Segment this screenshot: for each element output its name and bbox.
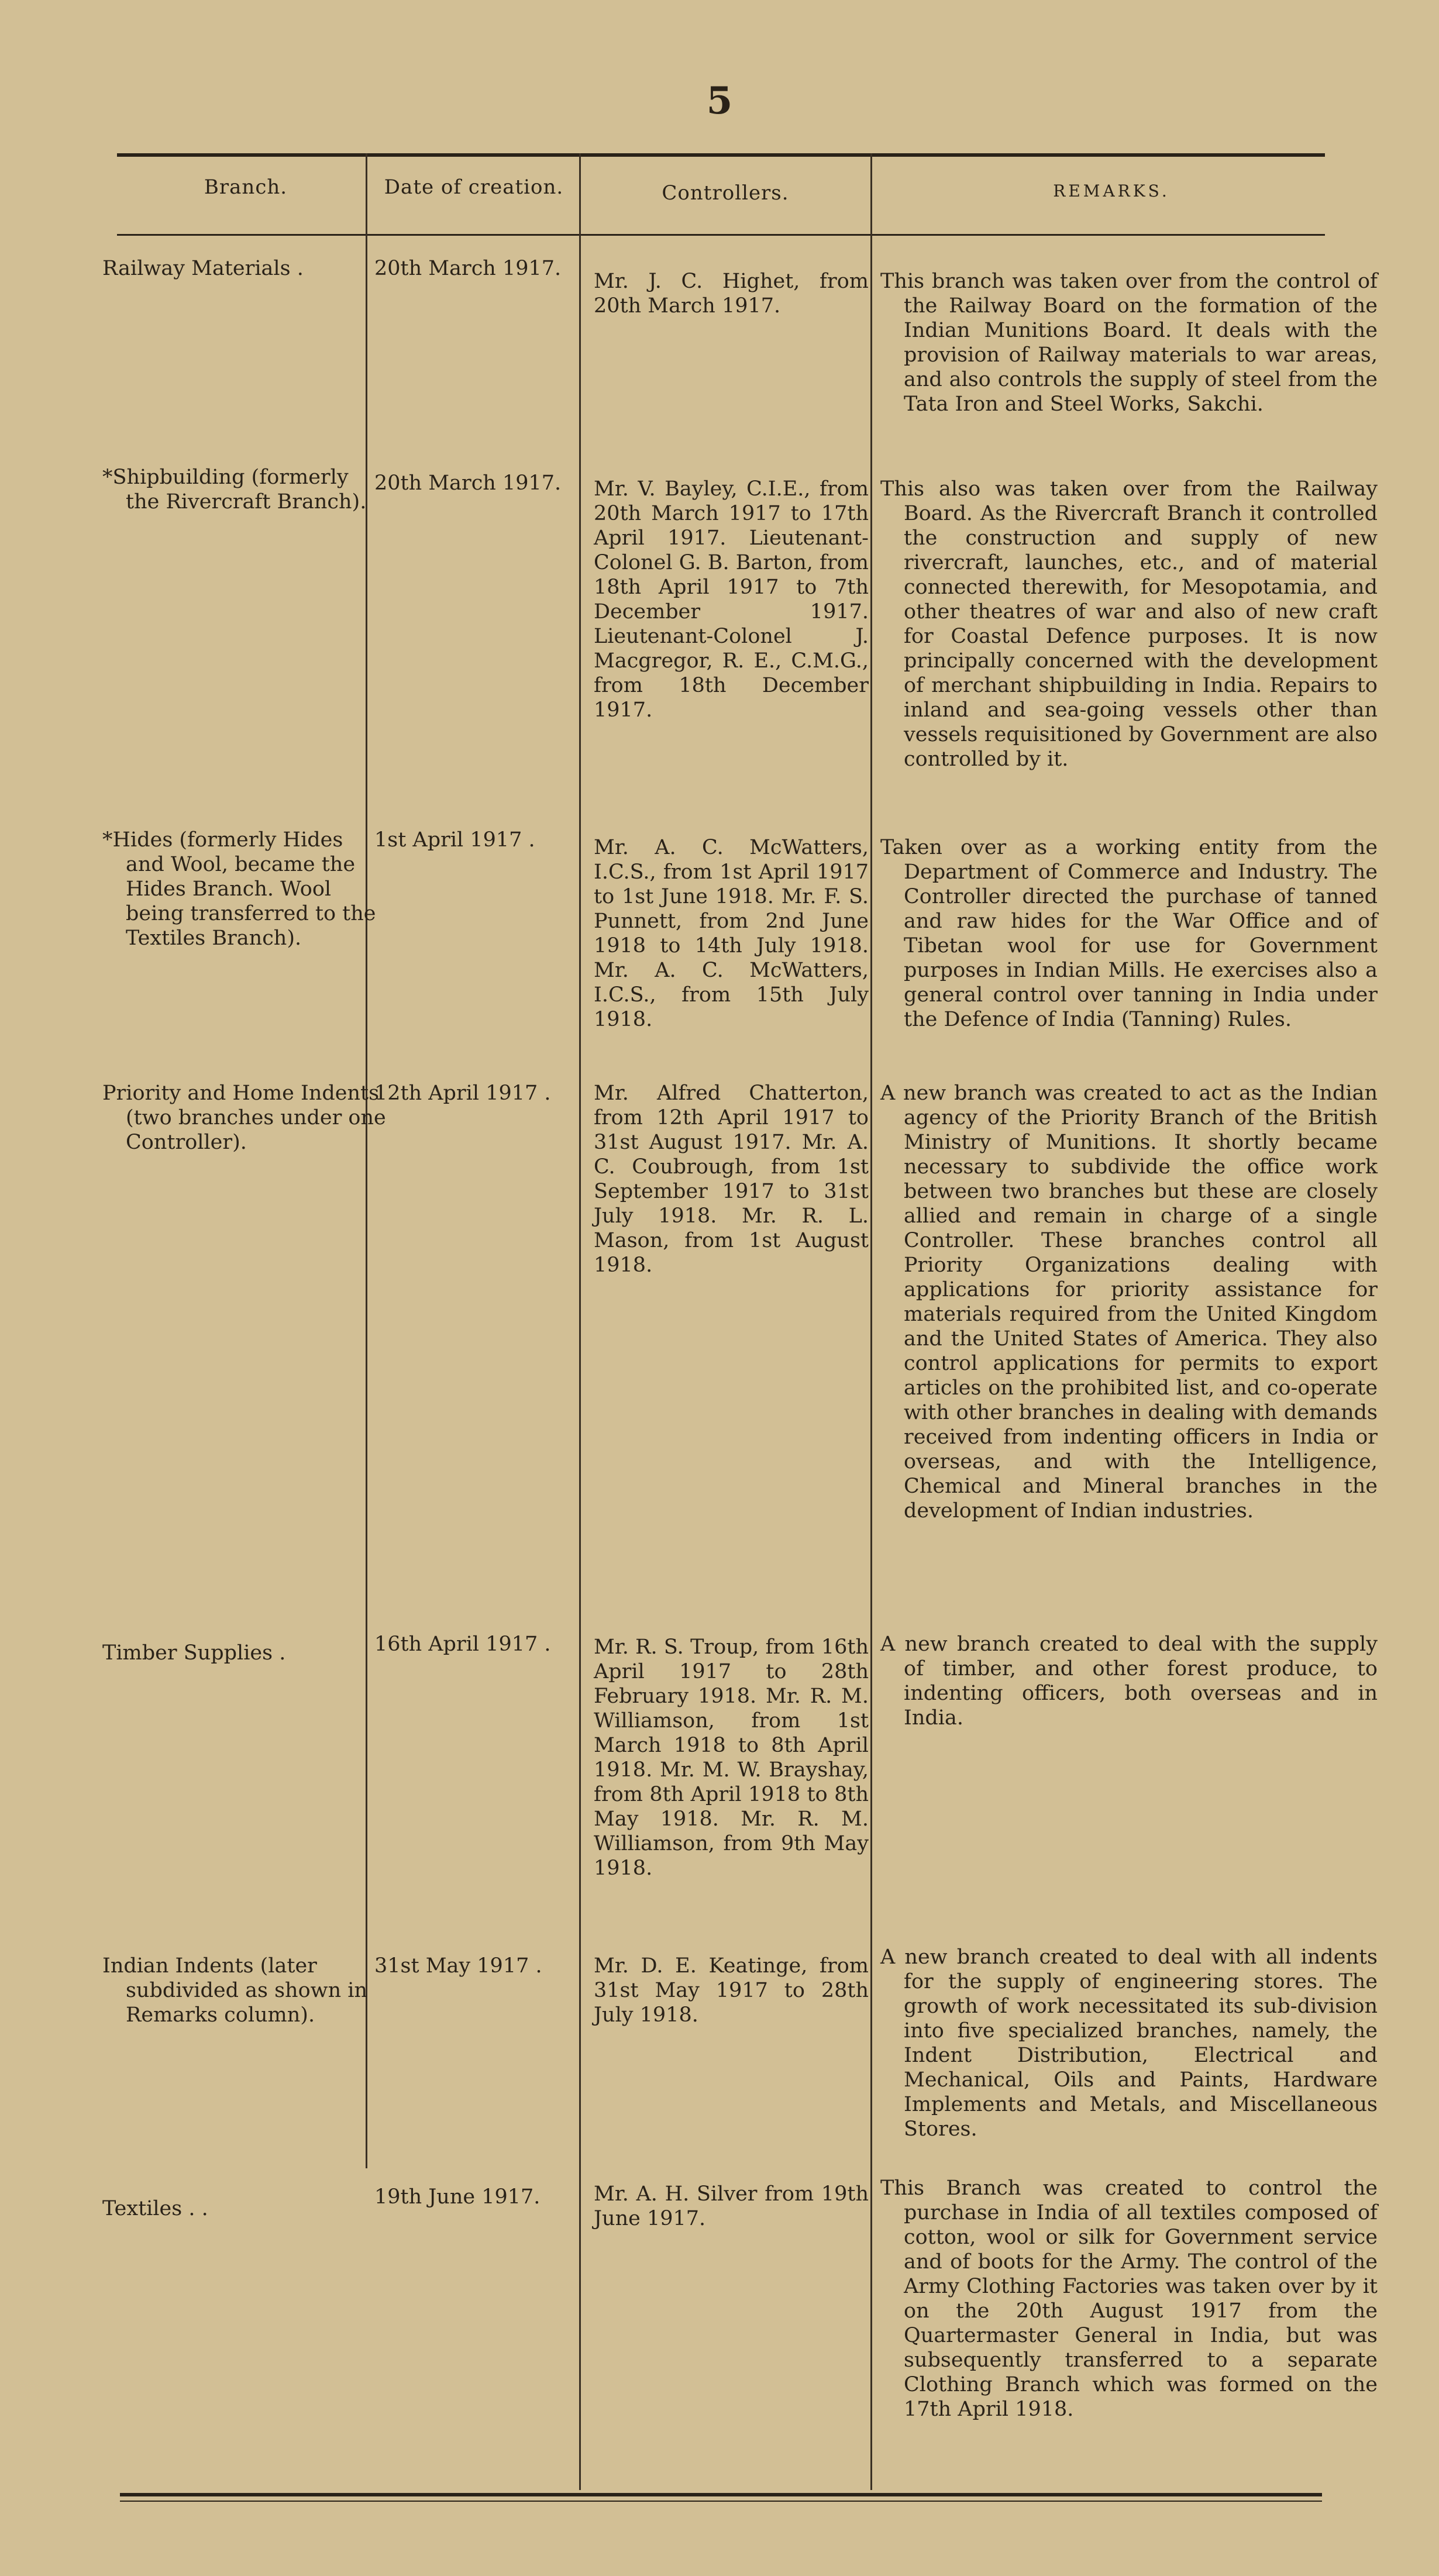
row-priority-remarks: A new branch was created to act as the Indian agency of the Priority Branch of the British Ministry of Munitions. It shortly became necessary to subdivide the office work between two branches but these are closely allied and remain in charge of a single Controller. These branches control all Priority Organizations dealing with applications for priority assistance for materials required from the United Kingdom and the United States of America. They also control applications for permits to export articles on the prohibited list, and co-operate with other branches in dealing with demands received from indenting officers in India or overseas, and with the Intelligence, Chemical and Mineral branches in the development of Indian industries. (880, 1082, 1378, 1523)
row-timber-branch: Timber Supplies . (102, 1641, 286, 1665)
row-timber-date: 16th April 1917 . (374, 1633, 551, 1656)
row-textiles-branch: Textiles . . (102, 2197, 208, 2220)
row-textiles-remarks: This Branch was created to control the purchase in India of all textiles composed of cotton, wool or silk for Government service and of boots for the Army. The control of the Army Clothing Factories was taken over by it on the 20th August 1917 from the Quartermaster General in India, but was subsequently transferred to a separate Clothing Branch which was formed on the 17th April 1918. (880, 2176, 1378, 2421)
row-hides-date: 1st April 1917 . (374, 828, 535, 852)
header-underline (117, 234, 1325, 236)
row-timber-remarks: A new branch created to deal with the supply of timber, and other forest produce, to indenting officers, both overseas and in India. (880, 1633, 1378, 1730)
column-divider-3 (870, 153, 872, 2490)
row-indian-indents-branch: Indian Indents (later subdivided as shown in Remarks column). (102, 1954, 368, 2027)
row-railway-controllers: Mr. J. C. Highet, from 20th March 1917. (594, 270, 869, 318)
header-branch: Branch. (204, 175, 288, 199)
row-indian-indents-remarks: A new branch created to deal with all indents for the supply of engineering stores. The growth of work necessitated its sub-division into five specialized branches, namely, the Indent Distribution, Electrical and Mechanical, Oils and Paints, Hardware Implements and Metals, and Miscellaneous Stores. (880, 1945, 1378, 2141)
table-bottom-rule (120, 2493, 1322, 2496)
header-controllers: Controllers. (662, 181, 789, 205)
row-railway-branch: Railway Materials . (102, 257, 304, 280)
header-remarks: REMARKS. (1053, 181, 1170, 201)
row-hides-remarks: Taken over as a working entity from the Department of Commerce and Industry. The Controller directed the purchase of tanned and raw hides for the War Office and of Tibetan wool for use for Government purposes in Indian Mills. He exercises also a general control over tanning in India under the Defence of India (Tanning) Rules. (880, 836, 1378, 1031)
column-divider-1 (366, 153, 367, 2168)
row-shipbuilding-controllers: Mr. V. Bayley, C.I.E., from 20th March 1917 to 17th April 1917. Lieutenant-Colonel G. B. Barton, from 18th April 1917 to 7th December 1917. Lieutenant-Colonel J. Macgregor, R. E., C.M.G., from 18th December 1917. (594, 477, 869, 722)
row-hides-controllers: Mr. A. C. McWatters, I.C.S., from 1st April 1917 to 1st June 1918. Mr. F. S. Punnett, from 2nd June 1918 to 14th July 1918. Mr. A. C. McWatters, I.C.S., from 15th July 1918. (594, 836, 869, 1031)
table-top-rule (117, 153, 1325, 157)
row-indian-indents-controllers: Mr. D. E. Keatinge, from 31st May 1917 to 28th July 1918. (594, 1954, 869, 2027)
row-priority-branch: Priority and Home Indents (two branches under one Controller). (102, 1082, 386, 1154)
table-bottom-rule-thin (120, 2501, 1322, 2502)
row-shipbuilding-branch: *Shipbuilding (formerly the Rivercraft Branch). (102, 466, 367, 514)
page-number: 5 (706, 79, 733, 123)
row-textiles-controllers: Mr. A. H. Silver from 19th June 1917. (594, 2182, 869, 2230)
row-shipbuilding-remarks: This also was taken over from the Railway Board. As the Rivercraft Branch it controlled the construction and supply of new rivercraft, launches, etc., and of material connected therewith, for Mesopotamia, and other theatres of war and also of new craft for Coastal Defence purposes. It is now principally concerned with the development of merchant shipbuilding in India. Repairs to inland and sea-going vessels other than vessels requisitioned by Government are also controlled by it. (880, 477, 1378, 771)
row-railway-remarks: This branch was taken over from the control of the Railway Board on the formation of the Indian Munitions Board. It deals with the provision of Railway materials to war areas, and also controls the supply of steel from the Tata Iron and Steel Works, Sakchi. (880, 270, 1378, 416)
row-priority-date: 12th April 1917 . (374, 1082, 551, 1105)
row-railway-date: 20th March 1917. (374, 257, 562, 280)
column-divider-2 (579, 153, 581, 2490)
row-timber-controllers: Mr. R. S. Troup, from 16th April 1917 to 28th February 1918. Mr. R. M. Williamson, from 1st March 1918 to 8th April 1918. Mr. M. W. Brayshay, from 8th April 1918 to 8th May 1918. Mr. R. M. Williamson, from 9th May 1918. (594, 1635, 869, 1880)
row-hides-branch: *Hides (formerly Hides and Wool, became the Hides Branch. Wool being transferred to the Textiles Branch). (102, 828, 376, 950)
row-priority-controllers: Mr. Alfred Chatterton, from 12th April 1917 to 31st August 1917. Mr. A. C. Coubrough, from 1st September 1917 to 31st July 1918. Mr. R. L. Mason, from 1st August 1918. (594, 1082, 869, 1277)
header-date: Date of creation. (384, 175, 564, 199)
row-indian-indents-date: 31st May 1917 . (374, 1954, 542, 1978)
row-textiles-date: 19th June 1917. (374, 2185, 541, 2209)
row-shipbuilding-date: 20th March 1917. (374, 471, 562, 495)
